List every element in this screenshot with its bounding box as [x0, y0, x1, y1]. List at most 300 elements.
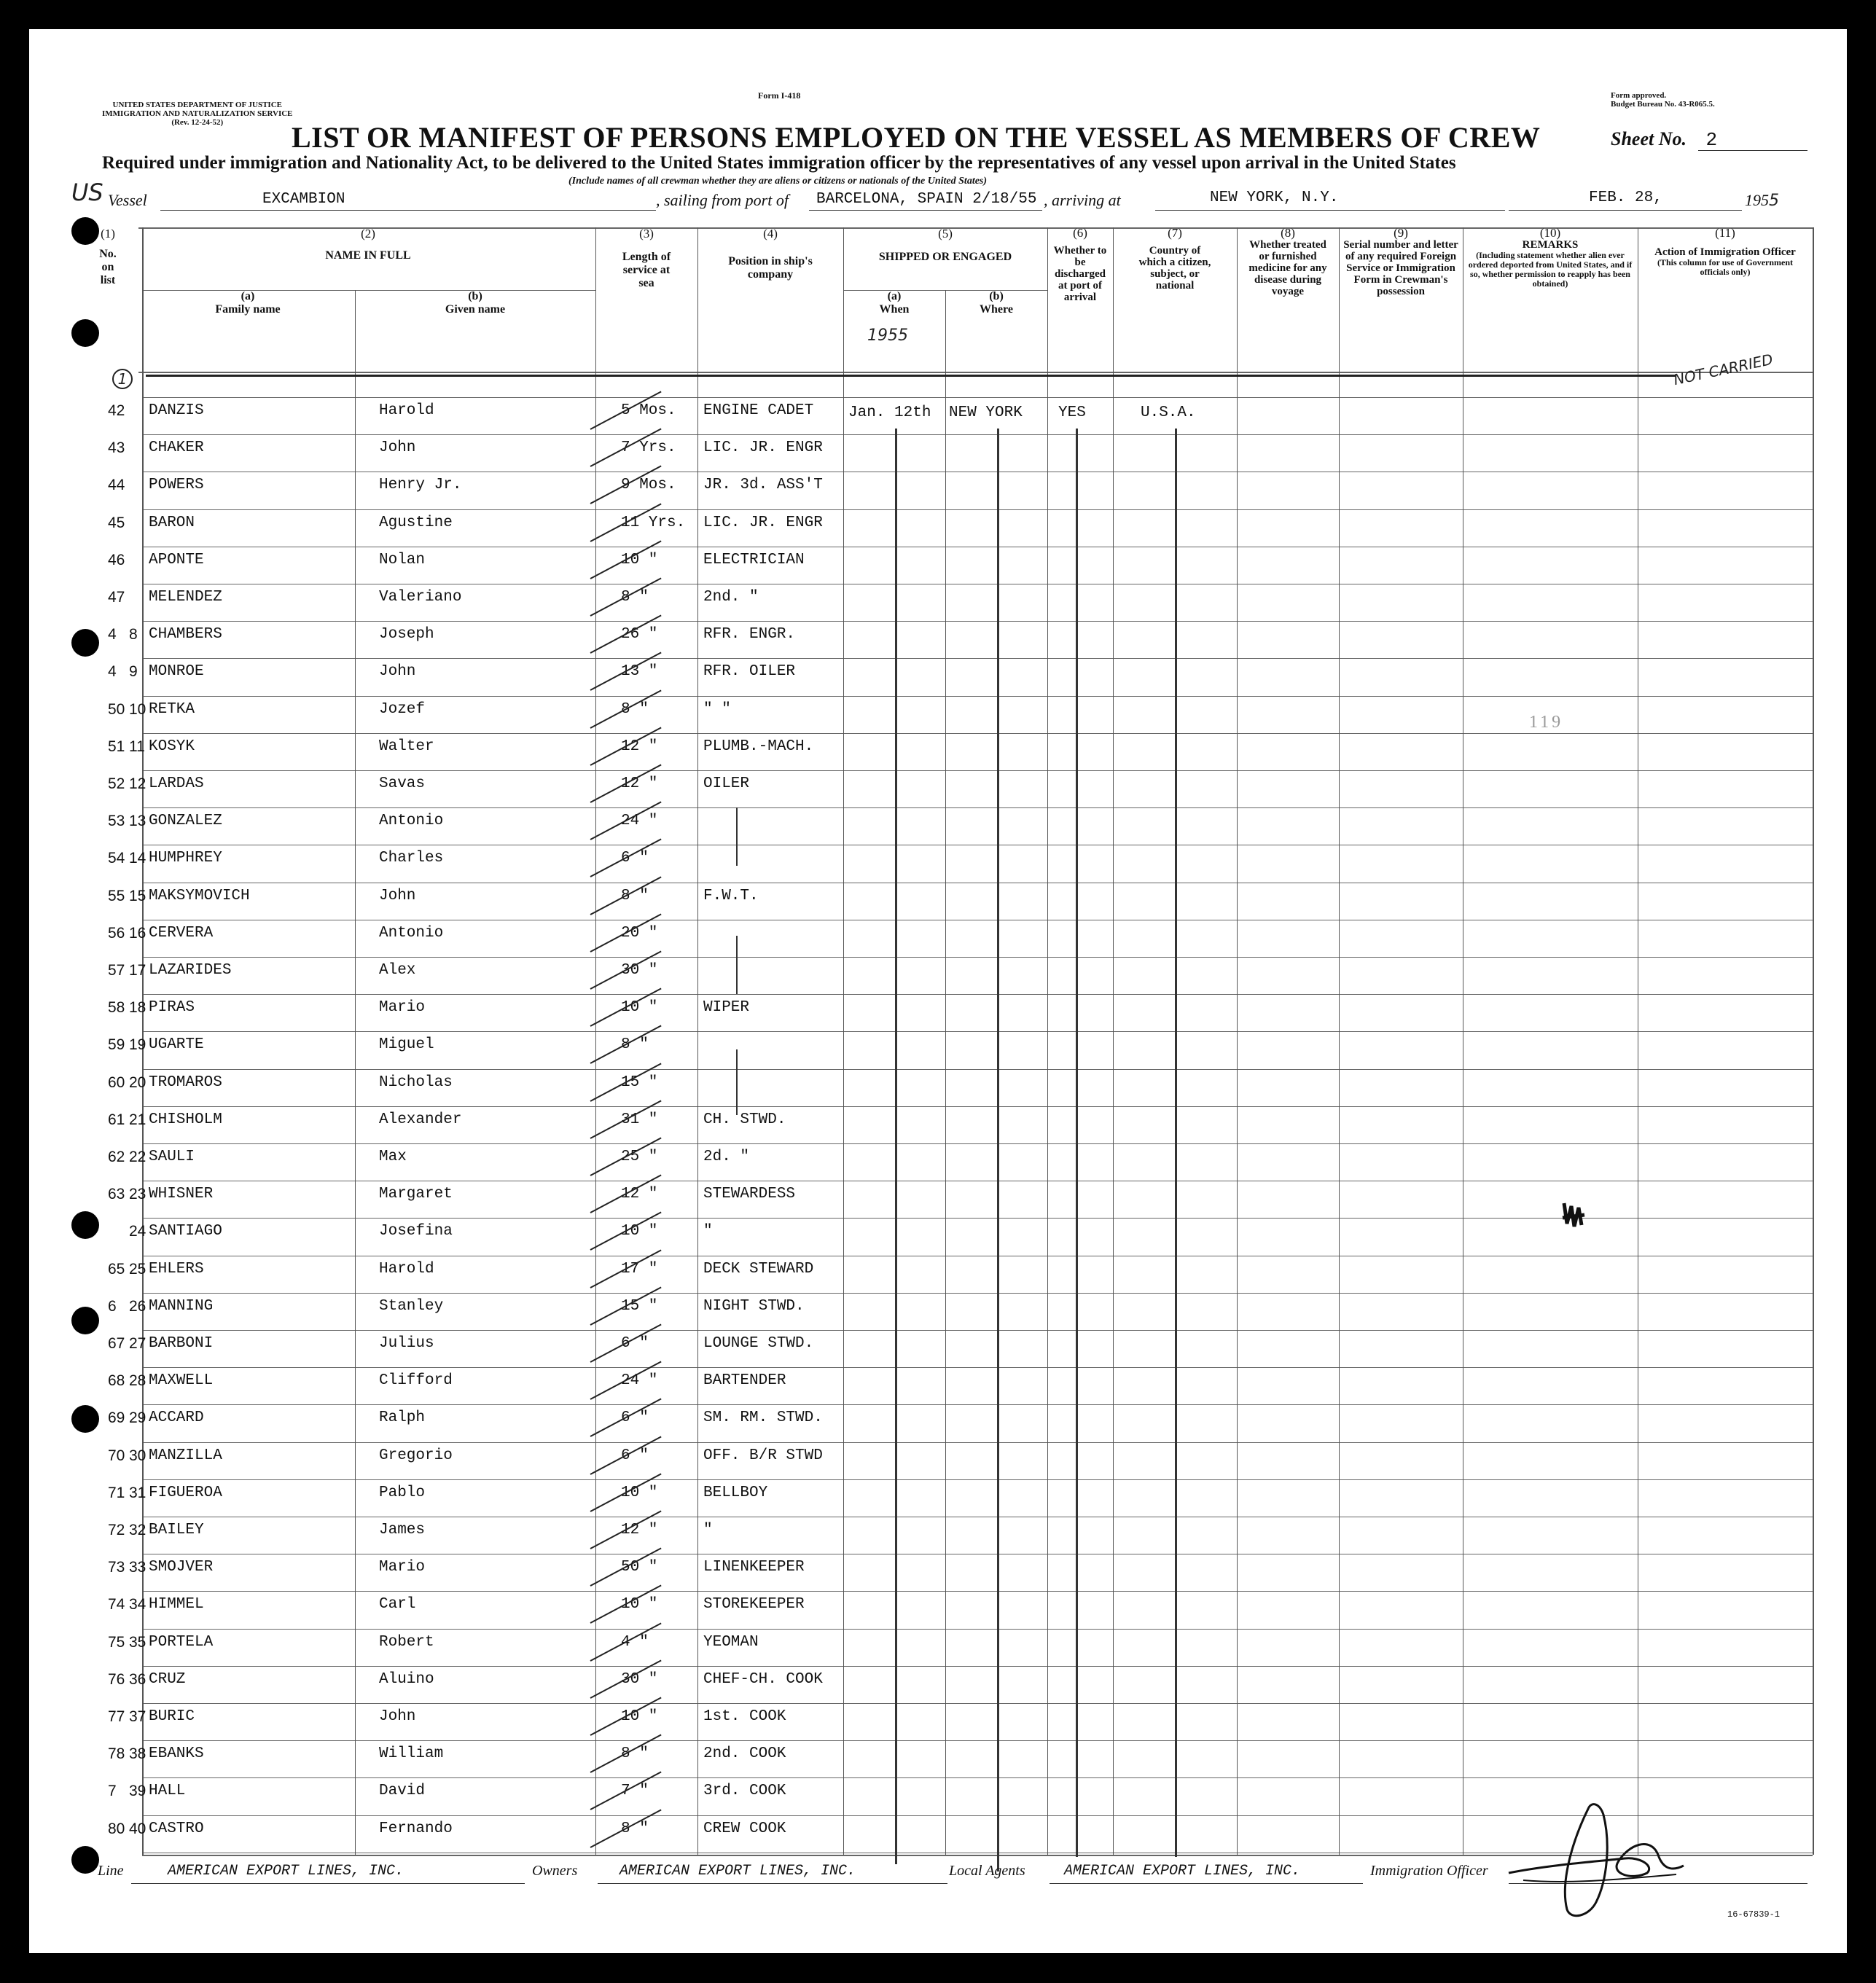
- row-family-name: LAZARIDES: [149, 962, 232, 979]
- remark-119: 119: [1529, 713, 1564, 732]
- row-family-name: BARBONI: [149, 1335, 214, 1352]
- grid-line: [1113, 227, 1114, 1855]
- col5a-letter: (a): [887, 290, 902, 302]
- row-given-name: Julius: [379, 1335, 434, 1352]
- row-list-number: 10: [129, 701, 146, 718]
- col7-number: (7): [1168, 226, 1182, 240]
- row-position: 2d. ": [703, 1149, 750, 1165]
- row-list-number: 14: [129, 850, 146, 867]
- col5b-title: Where: [980, 303, 1013, 316]
- col2-number: (2): [361, 227, 375, 240]
- row-list-number: 17: [129, 962, 146, 979]
- grid-line: [142, 770, 1813, 771]
- binder-hole: [71, 1846, 99, 1874]
- row-seq-number: 76: [108, 1671, 125, 1688]
- discharged-value: YES: [1058, 404, 1086, 421]
- arriving-port: NEW YORK, N.Y.: [1210, 189, 1339, 206]
- grid-line: [142, 397, 1813, 398]
- row-length-of-service: 20 ": [621, 925, 658, 942]
- grid-line: [142, 1740, 1813, 1741]
- row-seq-number: 43: [108, 439, 125, 456]
- row-given-name: Jozef: [379, 701, 426, 718]
- row-given-name: Walter: [379, 738, 434, 755]
- row-family-name: BAILEY: [149, 1522, 204, 1538]
- row-seq-number: 69: [108, 1409, 125, 1426]
- row-position: 2nd. COOK: [703, 1745, 786, 1762]
- row-given-name: Agustine: [379, 515, 453, 531]
- first-row-strike: [146, 375, 1676, 377]
- col2a-letter: (a): [241, 290, 255, 302]
- col6-number: (6): [1073, 226, 1087, 240]
- grid-line: [142, 1031, 1813, 1032]
- grid-line: [843, 227, 844, 1855]
- row-seq-number: 70: [108, 1447, 125, 1464]
- row-family-name: CHAKER: [149, 439, 204, 456]
- row-family-name: KOSYK: [149, 738, 195, 755]
- grid-line: [142, 696, 1813, 697]
- row-family-name: SAULI: [149, 1149, 195, 1165]
- row-seq-number: 4: [108, 626, 117, 643]
- row-position: ": [703, 1522, 713, 1538]
- row-length-of-service: 8 ": [621, 589, 649, 606]
- grid-line: [142, 1069, 1813, 1070]
- arriving-label: , arriving at: [1044, 191, 1121, 209]
- col10-number: (10): [1539, 226, 1561, 240]
- row-length-of-service: 8 ": [621, 701, 649, 718]
- row-family-name: WHISNER: [149, 1186, 214, 1202]
- row-family-name: MAKSYMOVICH: [149, 888, 250, 904]
- col10-title: REMARKS: [1522, 239, 1579, 251]
- row-family-name: ACCARD: [149, 1409, 204, 1426]
- row-given-name: Max: [379, 1149, 407, 1165]
- row-seq-number: 63: [108, 1186, 125, 1202]
- row-length-of-service: 24 ": [621, 1372, 658, 1389]
- row-family-name: EBANKS: [149, 1745, 204, 1762]
- row-length-of-service: 10 ": [621, 999, 658, 1016]
- row-length-of-service: 8 ": [621, 1820, 649, 1837]
- row-family-name: HUMPHREY: [149, 850, 222, 867]
- grid-line: [138, 372, 1813, 373]
- row-seq-number: 78: [108, 1745, 125, 1762]
- row-list-number: 28: [129, 1372, 146, 1389]
- row-length-of-service: 6 ": [621, 1409, 649, 1426]
- grid-line: [697, 227, 698, 1855]
- row-length-of-service: 8 ": [621, 1036, 649, 1053]
- row-seq-number: 62: [108, 1149, 125, 1165]
- row-given-name: John: [379, 663, 416, 680]
- manifest-title: LIST OR MANIFEST OF PERSONS EMPLOYED ON THE VESSEL AS MEMBERS OF CREW: [292, 121, 1541, 154]
- row-list-number: 27: [129, 1335, 146, 1352]
- row-length-of-service: 12 ": [621, 1522, 658, 1538]
- line-label: Line: [98, 1863, 124, 1879]
- row-seq-number: 77: [108, 1708, 125, 1725]
- shipped-when: Jan. 12th: [848, 404, 931, 421]
- row-position: JR. 3d. ASS'T: [703, 477, 823, 493]
- col5b-letter: (b): [989, 290, 1004, 302]
- owners-value: AMERICAN EXPORT LINES, INC.: [620, 1863, 856, 1880]
- row-given-name: Fernando: [379, 1820, 453, 1837]
- row-length-of-service: 50 ": [621, 1559, 658, 1576]
- sheet-value: 2: [1705, 129, 1718, 151]
- row-length-of-service: 4 ": [621, 1634, 649, 1651]
- row-list-number: 25: [129, 1261, 146, 1278]
- row-family-name: CHISHOLM: [149, 1111, 222, 1128]
- form-header: [102, 101, 293, 127]
- row-given-name: John: [379, 439, 416, 456]
- row-family-name: CRUZ: [149, 1671, 186, 1688]
- row-position: OFF. B/R STWD: [703, 1447, 823, 1464]
- form-approval: [1611, 91, 1715, 109]
- ditto-line-fwt: [736, 936, 738, 994]
- col2a-title: Family name: [215, 303, 281, 316]
- row-position: RFR. OILER: [703, 663, 796, 680]
- row-position: ELECTRICIAN: [703, 552, 805, 568]
- row-position: PLUMB.-MACH.: [703, 738, 814, 755]
- row-family-name: CASTRO: [149, 1820, 204, 1837]
- grid-line: [1813, 227, 1814, 1855]
- row-given-name: Joseph: [379, 626, 434, 643]
- shipped-where: NEW YORK: [949, 404, 1023, 421]
- row-list-number: 21: [129, 1111, 146, 1128]
- col1-number: (1): [101, 227, 115, 240]
- grid-line: [142, 1703, 1813, 1704]
- vessel-name: EXCAMBION: [262, 191, 345, 208]
- row-position: STEWARDESS: [703, 1186, 796, 1202]
- row-list-number: 35: [129, 1634, 146, 1651]
- binder-hole: [71, 1211, 99, 1239]
- col1-title: No. on list: [99, 248, 117, 286]
- row-seq-number: 58: [108, 999, 125, 1016]
- row-family-name: GONZALEZ: [149, 813, 222, 829]
- row-family-name: CHAMBERS: [149, 626, 222, 643]
- row-family-name: MANNING: [149, 1298, 214, 1315]
- grid-line: [1237, 227, 1238, 1855]
- row-length-of-service: 12 ": [621, 1186, 658, 1202]
- row-length-of-service: 6 ": [621, 1447, 649, 1464]
- row-position: LIC. JR. ENGR: [703, 439, 823, 456]
- row-given-name: Clifford: [379, 1372, 453, 1389]
- row-given-name: Ralph: [379, 1409, 426, 1426]
- us-handwritten-mark: US: [71, 179, 103, 206]
- row-seq-number: 72: [108, 1522, 125, 1538]
- row-family-name: DANZIS: [149, 402, 204, 419]
- row-seq-number: 71: [108, 1485, 125, 1501]
- row-family-name: HIMMEL: [149, 1596, 204, 1613]
- agents-value: AMERICAN EXPORT LINES, INC.: [1064, 1863, 1301, 1880]
- col2b-title: Given name: [445, 303, 506, 316]
- row-seq-number: 56: [108, 925, 125, 942]
- binder-hole: [71, 217, 99, 245]
- row-seq-number: 44: [108, 477, 125, 493]
- row-list-number: 8: [129, 626, 138, 643]
- row-family-name: LARDAS: [149, 775, 204, 792]
- line-value: AMERICAN EXPORT LINES, INC.: [168, 1863, 404, 1880]
- row-list-number: 22: [129, 1149, 146, 1165]
- row-position: DECK STEWARD: [703, 1261, 814, 1278]
- grid-line: [1047, 227, 1048, 1855]
- row-length-of-service: 10 ": [621, 1485, 658, 1501]
- row-given-name: Charles: [379, 850, 444, 867]
- dept-name: UNITED STATES DEPARTMENT OF JUSTICE: [112, 101, 282, 109]
- grid-line: [142, 957, 1813, 958]
- grid-line: [142, 1666, 1813, 1667]
- row-seq-number: 73: [108, 1559, 125, 1576]
- grid-line: [142, 1777, 1813, 1778]
- row-position: NIGHT STWD.: [703, 1298, 805, 1315]
- row-given-name: Savas: [379, 775, 426, 792]
- include-note: (Include names of all crewman whether they are aliens or citizens or nationals of the United States): [568, 176, 988, 187]
- row-length-of-service: 12 ": [621, 738, 658, 755]
- row-list-number: 37: [129, 1708, 146, 1725]
- binder-hole: [71, 629, 99, 657]
- row-position: ": [703, 1223, 713, 1240]
- row-family-name: MELENDEZ: [149, 589, 222, 606]
- row-given-name: Alexander: [379, 1111, 462, 1128]
- country-value: U.S.A.: [1141, 404, 1196, 421]
- row-position: ENGINE CADET: [703, 402, 814, 419]
- col2-header: [142, 227, 594, 262]
- row-position: 3rd. COOK: [703, 1783, 786, 1799]
- owners-label: Owners: [532, 1863, 578, 1879]
- row-family-name: EHLERS: [149, 1261, 204, 1278]
- row-length-of-service: 10 ": [621, 1708, 658, 1725]
- form-revision: (Rev. 12-24-52): [171, 118, 224, 127]
- row-given-name: Pablo: [379, 1485, 426, 1501]
- row-given-name: Nicholas: [379, 1074, 453, 1091]
- row-position: 1st. COOK: [703, 1708, 786, 1725]
- row-family-name: MAXWELL: [149, 1372, 214, 1389]
- row-position: BELLBOY: [703, 1485, 768, 1501]
- row-family-name: TROMAROS: [149, 1074, 222, 1091]
- col8-header: [1237, 227, 1339, 297]
- grid-line: [142, 434, 1813, 435]
- binder-hole: [71, 1307, 99, 1334]
- col2b-header: [355, 290, 595, 316]
- row-seq-number: 68: [108, 1372, 125, 1389]
- row-length-of-service: 6 ": [621, 1335, 649, 1352]
- row-length-of-service: 8 ": [621, 1745, 649, 1762]
- row-given-name: Robert: [379, 1634, 434, 1651]
- row-position: OILER: [703, 775, 750, 792]
- grid-line: [142, 658, 1813, 659]
- vessel-label: Vessel: [108, 191, 147, 209]
- row-seq-number: 6: [108, 1298, 117, 1315]
- row-family-name: RETKA: [149, 701, 195, 718]
- row-length-of-service: 12 ": [621, 775, 658, 792]
- row-family-name: MONROE: [149, 663, 204, 680]
- row-seq-number: 45: [108, 515, 125, 531]
- row-list-number: 12: [129, 775, 146, 792]
- grid-line: [1339, 227, 1340, 1855]
- grid-line: [142, 1442, 1813, 1443]
- row-family-name: CERVERA: [149, 925, 214, 942]
- row-length-of-service: 15 ": [621, 1074, 658, 1091]
- row-seq-number: 47: [108, 589, 125, 606]
- grid-line: [595, 227, 596, 1855]
- grid-line: [142, 994, 1813, 995]
- row-length-of-service: 17 ": [621, 1261, 658, 1278]
- row-family-name: POWERS: [149, 477, 204, 493]
- sailing-label: , sailing from port of: [656, 191, 789, 209]
- row-list-number: 40: [129, 1820, 146, 1837]
- row-given-name: Stanley: [379, 1298, 444, 1315]
- row-length-of-service: 24 ": [621, 813, 658, 829]
- budget-text: Budget Bureau No. 43-R065.5.: [1611, 100, 1715, 109]
- grid-line: [142, 1629, 1813, 1630]
- grid-line: [142, 621, 1813, 622]
- row-list-number: 15: [129, 888, 146, 904]
- row-given-name: John: [379, 888, 416, 904]
- col9-title: Serial number and letter of any required Foreign Service or Immigration Form in Crewman's possession: [1343, 239, 1458, 297]
- row-length-of-service: 30 ": [621, 1671, 658, 1688]
- ditto-line-country: [1175, 429, 1177, 1857]
- col5a-title: When: [879, 303, 910, 316]
- manifest-sheet: [29, 29, 1847, 1953]
- row-given-name: William: [379, 1745, 444, 1762]
- year-digit: 5: [1769, 192, 1779, 210]
- row-position: BARTENDER: [703, 1372, 786, 1389]
- ditto-line-where: [997, 429, 999, 1871]
- row-position: LIC. JR. ENGR: [703, 515, 823, 531]
- row-given-name: Alex: [379, 962, 416, 979]
- row-list-number: 20: [129, 1074, 146, 1091]
- arrival-date: FEB. 28,: [1589, 189, 1662, 206]
- col5-number: (5): [938, 227, 953, 240]
- row-family-name: UGARTE: [149, 1036, 204, 1053]
- officer-signature: [1501, 1793, 1705, 1924]
- grid-line: [142, 1404, 1813, 1405]
- grid-line: [142, 1330, 1813, 1331]
- row-list-number: 16: [129, 925, 146, 942]
- row-list-number: 29: [129, 1409, 146, 1426]
- col4-title: Position in ship's company: [728, 255, 813, 281]
- col11-note: (This column for use of Government officials only): [1657, 257, 1794, 277]
- row-list-number: 39: [129, 1783, 146, 1799]
- row-seq-number: 51: [108, 738, 125, 755]
- row-length-of-service: 7 ": [621, 1783, 649, 1799]
- grid-line: [142, 1293, 1813, 1294]
- row-family-name: APONTE: [149, 552, 204, 568]
- row-list-number: 11: [129, 738, 145, 755]
- grid-line: [142, 1591, 1813, 1592]
- col6-title: Whether to be discharged at port of arrival: [1053, 245, 1107, 303]
- row-family-name: PIRAS: [149, 999, 195, 1016]
- row-list-number: 19: [129, 1036, 146, 1053]
- row-position: SM. RM. STWD.: [703, 1409, 823, 1426]
- col11-title: Action of Immigration Officer: [1654, 246, 1796, 258]
- row-list-number: 9: [129, 663, 138, 680]
- row-length-of-service: 10 ": [621, 1223, 658, 1240]
- row-position: YEOMAN: [703, 1634, 759, 1651]
- row-length-of-service: 6 ": [621, 850, 649, 867]
- row-given-name: James: [379, 1522, 426, 1538]
- row-given-name: Margaret: [379, 1186, 453, 1202]
- row-list-number: 34: [129, 1596, 146, 1613]
- col8-title: Whether treated or furnished medicine for any disease during voyage: [1248, 239, 1327, 297]
- row-length-of-service: 13 ": [621, 663, 658, 680]
- col3-number: (3): [639, 227, 654, 240]
- row-seq-number: 74: [108, 1596, 125, 1613]
- row-list-number: 31: [129, 1485, 146, 1501]
- row-length-of-service: 9 Mos.: [621, 477, 676, 493]
- grid-line: [142, 1143, 1813, 1144]
- row-seq-number: 55: [108, 888, 125, 904]
- row-seq-number: 61: [108, 1111, 125, 1128]
- row-family-name: BARON: [149, 515, 195, 531]
- col10-header: [1463, 227, 1638, 289]
- row-family-name: SANTIAGO: [149, 1223, 222, 1240]
- row-family-name: PORTELA: [149, 1634, 214, 1651]
- row-length-of-service: 30 ": [621, 962, 658, 979]
- row-position: CHEF-CH. COOK: [703, 1671, 823, 1688]
- row-seq-number: 59: [108, 1036, 125, 1053]
- row-family-name: HALL: [149, 1783, 186, 1799]
- row-seq-number: 67: [108, 1335, 125, 1352]
- row-position: F.W.T.: [703, 888, 759, 904]
- col5a-header: [843, 290, 945, 316]
- grid-line: [142, 1106, 1813, 1107]
- row-length-of-service: 10 ": [621, 552, 658, 568]
- row-family-name: SMOJVER: [149, 1559, 214, 1576]
- row-family-name: FIGUEROA: [149, 1485, 222, 1501]
- row-list-number: 38: [129, 1745, 146, 1762]
- row-length-of-service: 10 ": [621, 1596, 658, 1613]
- row-position: LINENKEEPER: [703, 1559, 805, 1576]
- year-written: 1955: [867, 326, 908, 345]
- row-family-name: BURIC: [149, 1708, 195, 1725]
- grid-line: [142, 1479, 1813, 1480]
- row-list-number: 26: [129, 1298, 146, 1315]
- row-given-name: Aluino: [379, 1671, 434, 1688]
- grid-line: [355, 290, 356, 1855]
- col2b-letter: (b): [468, 290, 482, 302]
- binder-hole: [71, 1405, 99, 1433]
- service-name: IMMIGRATION AND NATURALIZATION SERVICE: [102, 109, 293, 118]
- row-position: LOUNGE STWD.: [703, 1335, 814, 1352]
- ditto-line-when: [895, 429, 897, 1864]
- ditto-line-wiper: [736, 1049, 738, 1115]
- row-seq-number: 65: [108, 1261, 125, 1278]
- row-position: " ": [703, 701, 731, 718]
- row-given-name: Antonio: [379, 813, 444, 829]
- row-list-number: 13: [129, 813, 146, 829]
- row-length-of-service: 11 Yrs.: [621, 515, 686, 531]
- sheet-label: Sheet No.: [1611, 128, 1687, 149]
- row-given-name: Gregorio: [379, 1447, 453, 1464]
- row-list-number: 23: [129, 1186, 146, 1202]
- act-requirement: Required under immigration and Nationality Act, to be delivered to the United States immigration officer by the representatives of any vessel upon arrival in the United States: [102, 153, 1456, 173]
- row-given-name: John: [379, 1708, 416, 1725]
- grid-line: [142, 1367, 1813, 1368]
- row-given-name: Josefina: [379, 1223, 453, 1240]
- row-position: STOREKEEPER: [703, 1596, 805, 1613]
- row-given-name: Henry Jr.: [379, 477, 462, 493]
- row-list-number: 18: [129, 999, 146, 1016]
- arrival-year: [1745, 191, 1779, 210]
- approved-text: Form approved.: [1611, 91, 1667, 100]
- col3-header: [595, 227, 697, 290]
- col8-number: (8): [1281, 226, 1295, 240]
- print-code: 16-67839-1: [1727, 1909, 1781, 1920]
- col6-header: [1047, 227, 1113, 303]
- ditto-line-discharged: [1076, 429, 1078, 1857]
- col7-header: [1113, 227, 1237, 292]
- row-seq-number: 57: [108, 962, 125, 979]
- row-length-of-service: 7 Yrs.: [621, 439, 676, 456]
- grid-line: [142, 509, 1813, 510]
- row-given-name: Antonio: [379, 925, 444, 942]
- col9-number: (9): [1394, 226, 1408, 240]
